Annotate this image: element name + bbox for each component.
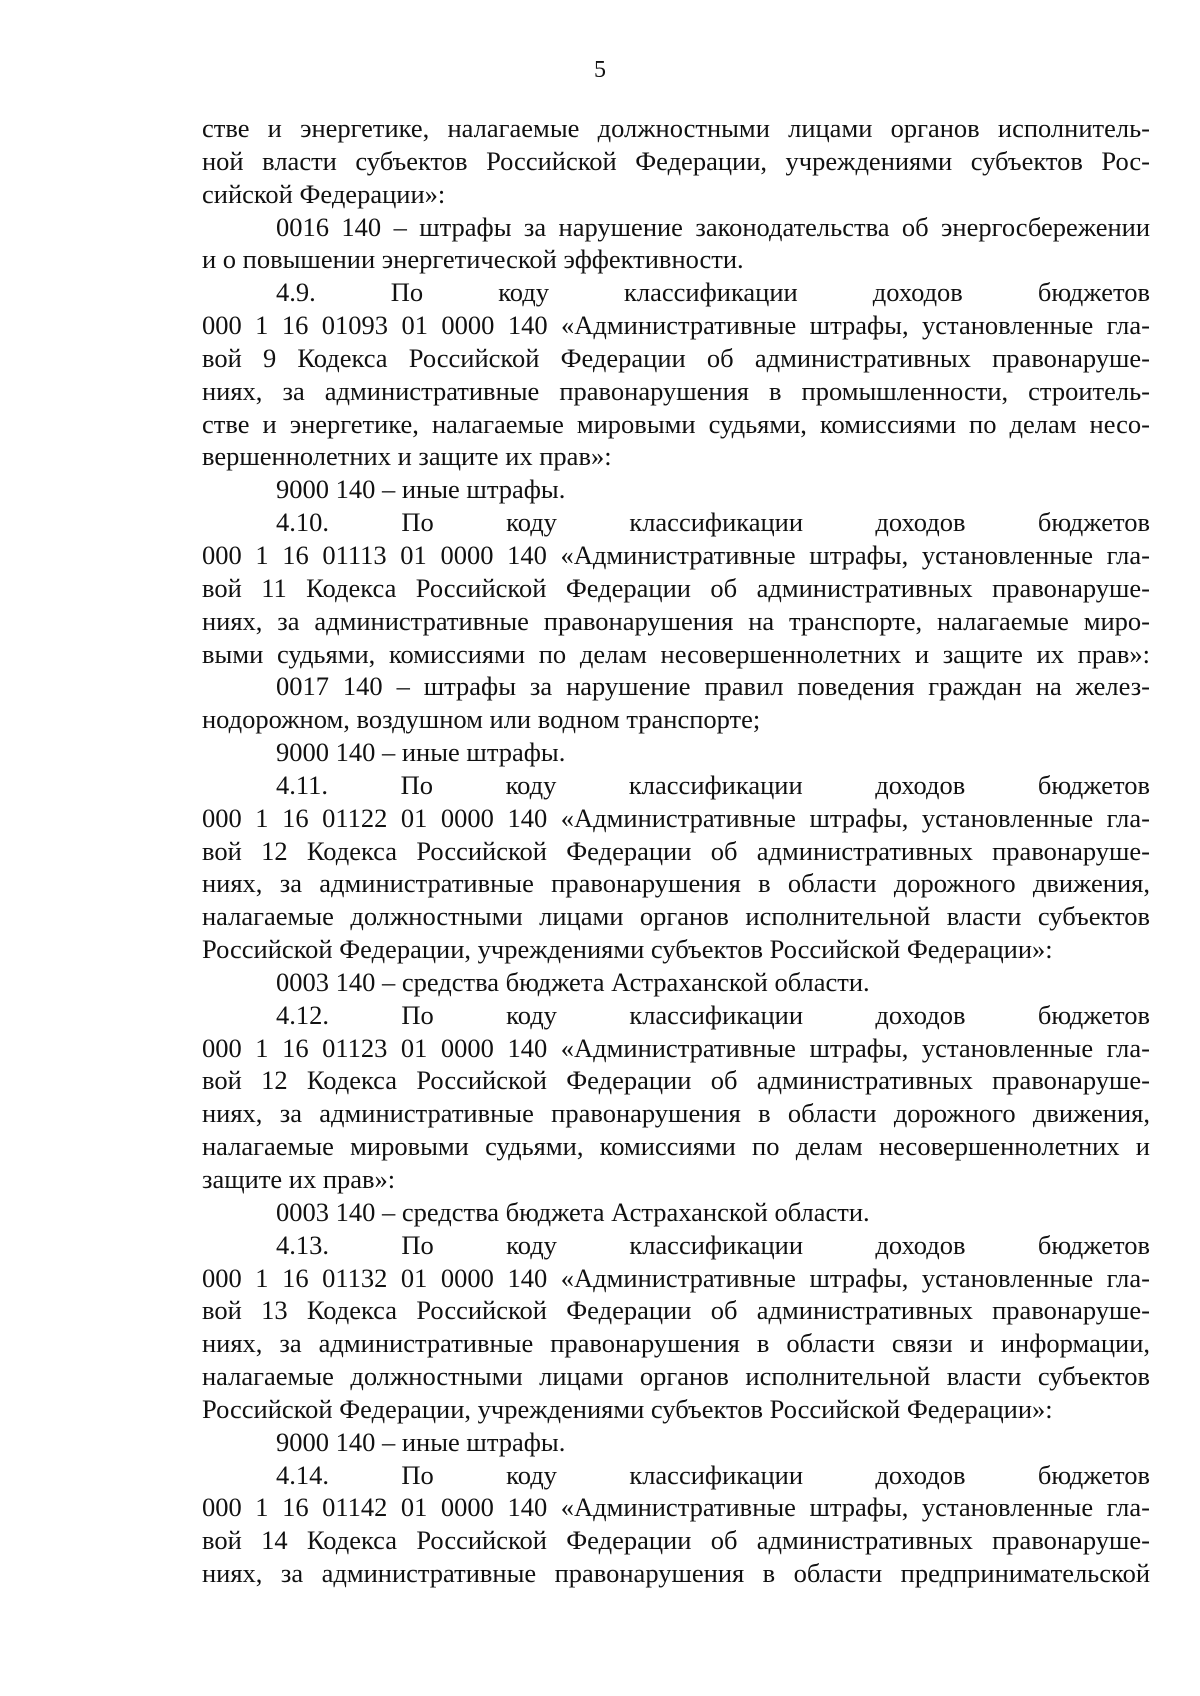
text-line: 000 1 16 01093 01 0000 140 «Административные штрафы, установленные гла-: [202, 310, 1150, 341]
text-line: 0003 140 – средства бюджета Астраханской области.: [276, 1196, 870, 1227]
text-line: и о повышении энергетической эффективности.: [202, 244, 744, 275]
text-line: ниях, за административные правонарушения в области дорожного движения,: [202, 1098, 1150, 1129]
text-line: вой 12 Кодекса Российской Федерации об административных правонаруше-: [202, 835, 1150, 866]
text-line: вершеннолетних и защите их прав»:: [202, 441, 612, 472]
text-line: 4.12. По коду классификации доходов бюджетов: [276, 999, 1150, 1030]
text-line: налагаемые мировыми судьями, комиссиями по делам несовершеннолетних и: [202, 1131, 1150, 1162]
text-line: вой 13 Кодекса Российской Федерации об административных правонаруше-: [202, 1295, 1150, 1326]
document-body: [202, 112, 1150, 1590]
text-line: 000 1 16 01122 01 0000 140 «Административные штрафы, установленные гла-: [202, 802, 1150, 833]
text-line: 9000 140 – иные штрафы.: [276, 737, 566, 768]
text-line: вой 12 Кодекса Российской Федерации об административных правонаруше-: [202, 1065, 1150, 1096]
text-line: вой 9 Кодекса Российской Федерации об административных правонаруше-: [202, 342, 1150, 373]
text-line: 0017 140 – штрафы за нарушение правил поведения граждан на желез-: [276, 671, 1150, 702]
text-line: ниях, за административные правонарушения на транспорте, налагаемые миро-: [202, 605, 1150, 636]
text-line: 0003 140 – средства бюджета Астраханской области.: [276, 966, 870, 997]
text-line: 000 1 16 01132 01 0000 140 «Административные штрафы, установленные гла-: [202, 1262, 1150, 1293]
text-line: сийской Федерации»:: [202, 178, 446, 209]
text-line: ниях, за административные правонарушения в промышленности, строитель-: [202, 375, 1150, 406]
text-line: 4.10. По коду классификации доходов бюджетов: [276, 507, 1150, 538]
text-line: 000 1 16 01123 01 0000 140 «Административные штрафы, установленные гла-: [202, 1032, 1150, 1063]
text-line: стве и энергетике, налагаемые мировыми судьями, комиссиями по делам несо-: [202, 408, 1150, 439]
text-line: Российской Федерации, учреждениями субъектов Российской Федерации»:: [202, 1393, 1053, 1424]
text-line: 9000 140 – иные штрафы.: [276, 474, 566, 505]
text-line: налагаемые должностными лицами органов исполнительной власти субъектов: [202, 901, 1150, 932]
text-line: вой 14 Кодекса Российской Федерации об административных правонаруше-: [202, 1525, 1150, 1556]
text-line: 4.9. По кодy классификации доходов бюджетов: [276, 277, 1150, 308]
page-number: 5: [594, 57, 606, 83]
text-line: нодорожном, воздушном или водном транспорте;: [202, 704, 761, 735]
text-line: 0016 140 – штрафы за нарушение законодательства об энергосбережении: [276, 211, 1150, 242]
text-line: 000 1 16 01142 01 0000 140 «Административные штрафы, установленные гла-: [202, 1492, 1150, 1523]
text-line: 4.14. По коду классификации доходов бюджетов: [276, 1459, 1150, 1490]
text-line: 4.13. По коду классификации доходов бюджетов: [276, 1229, 1150, 1260]
text-line: вой 11 Кодекса Российской Федерации об административных правонаруше-: [202, 572, 1150, 603]
text-line: защите их прав»:: [202, 1164, 396, 1194]
text-line: ной власти субъектов Российской Федерации, учреждениями субъектов Рос-: [202, 145, 1150, 176]
text-line: 4.11. По коду классификации доходов бюджетов: [276, 769, 1150, 800]
text-line: Российской Федерации, учреждениями субъектов Российской Федерации»:: [202, 934, 1053, 965]
text-line: стве и энергетике, налагаемые должностными лицами органов исполнитель-: [202, 113, 1150, 143]
text-line: выми судьями, комиссиями по делам несовершеннолетних и защите их прав»:: [202, 638, 1150, 669]
text-line: налагаемые должностными лицами органов исполнительной власти субъектов: [202, 1361, 1150, 1392]
text-line: 9000 140 – иные штрафы.: [276, 1426, 566, 1457]
text-line: ниях, за административные правонарушения в области дорожного движения,: [202, 868, 1150, 899]
text-line: 000 1 16 01113 01 0000 140 «Административные штрафы, установленные гла-: [202, 539, 1150, 570]
text-line: ниях, за административные правонарушения в области связи и информации,: [202, 1328, 1150, 1359]
text-line: ниях, за административные правонарушения в области предпринимательской: [202, 1558, 1150, 1589]
